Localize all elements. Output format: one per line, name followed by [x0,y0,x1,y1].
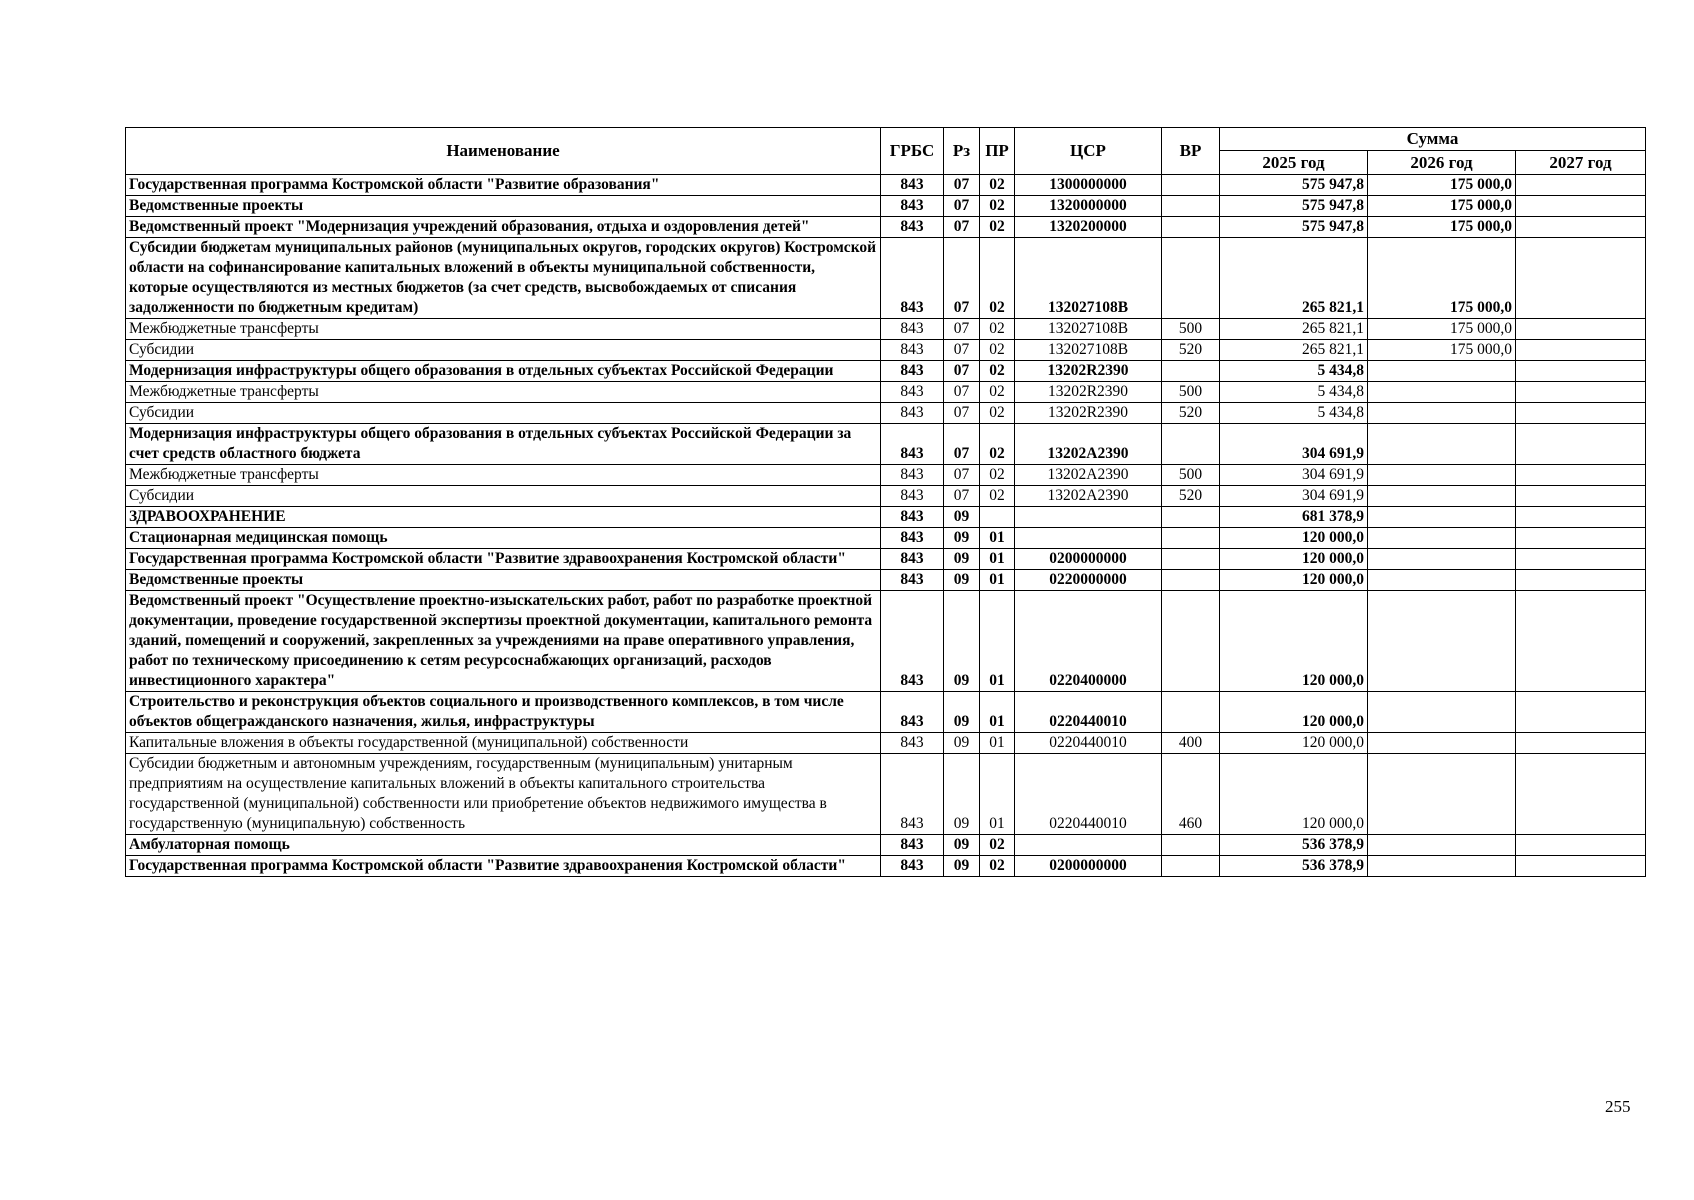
cell-name: Межбюджетные трансферты [126,382,881,403]
table-row [126,856,1646,877]
cell-rz: 09 [944,528,980,549]
cell-csr: 13202А2390 [1015,424,1162,465]
cell-2027 [1516,217,1646,238]
cell-2026 [1368,692,1516,733]
header-grbs: ГРБС [881,128,944,175]
cell-csr: 13202А2390 [1015,465,1162,486]
cell-pr: 02 [980,361,1015,382]
cell-pr: 02 [980,856,1015,877]
cell-pr: 01 [980,692,1015,733]
cell-2025: 120 000,0 [1220,754,1368,835]
cell-2026 [1368,382,1516,403]
cell-2026 [1368,486,1516,507]
cell-2027 [1516,835,1646,856]
cell-2025: 5 434,8 [1220,382,1368,403]
cell-2026 [1368,754,1516,835]
cell-csr: 132027108В [1015,238,1162,319]
cell-rz: 07 [944,361,980,382]
cell-2025: 5 434,8 [1220,361,1368,382]
cell-2025: 304 691,9 [1220,486,1368,507]
cell-name: Государственная программа Костромской области "Развитие образования" [126,175,881,196]
cell-2025: 536 378,9 [1220,856,1368,877]
cell-2025: 120 000,0 [1220,570,1368,591]
cell-2027 [1516,196,1646,217]
cell-grbs: 843 [881,507,944,528]
table-row [126,217,1646,238]
cell-2027 [1516,507,1646,528]
cell-pr: 01 [980,591,1015,692]
cell-grbs: 843 [881,238,944,319]
cell-2025: 575 947,8 [1220,175,1368,196]
cell-2025: 120 000,0 [1220,528,1368,549]
cell-pr: 02 [980,403,1015,424]
cell-csr: 0200000000 [1015,856,1162,877]
cell-2025: 120 000,0 [1220,692,1368,733]
cell-name: Субсидии бюджетным и автономным учреждениям, государственным (муниципальным) унитарным предприятиям на осуществление капитальных вложений в объекты капитального строительства государственной (муниципальной) собственности или приобретение объектов недвижимого имущества в государственную (муниципальную) собственность [126,754,881,835]
cell-rz: 07 [944,465,980,486]
cell-rz: 09 [944,733,980,754]
cell-2026 [1368,507,1516,528]
cell-grbs: 843 [881,217,944,238]
header-pr: ПР [980,128,1015,175]
cell-name: Субсидии бюджетам муниципальных районов (муниципальных округов, городских округов) Костромской области на софинансирование капитальных вложений в объекты муниципальной собственности, которые осуществляются из местных бюджетов (за счет средств, высвобождаемых от списания задолженности по бюджетным кредитам) [126,238,881,319]
cell-csr [1015,835,1162,856]
cell-rz: 07 [944,238,980,319]
cell-vr [1162,591,1220,692]
cell-2027 [1516,570,1646,591]
cell-rz: 07 [944,486,980,507]
table-row [126,591,1646,692]
cell-csr: 0220440010 [1015,733,1162,754]
cell-2025: 681 378,9 [1220,507,1368,528]
cell-rz: 07 [944,382,980,403]
header-csr: ЦСР [1015,128,1162,175]
cell-rz: 09 [944,549,980,570]
cell-grbs: 843 [881,570,944,591]
cell-vr [1162,856,1220,877]
cell-2027 [1516,238,1646,319]
cell-rz: 09 [944,754,980,835]
cell-vr [1162,238,1220,319]
cell-vr [1162,570,1220,591]
cell-2026: 175 000,0 [1368,196,1516,217]
cell-csr: 0220000000 [1015,570,1162,591]
cell-csr: 1320200000 [1015,217,1162,238]
cell-rz: 09 [944,591,980,692]
cell-pr: 01 [980,754,1015,835]
cell-2025: 536 378,9 [1220,835,1368,856]
cell-2026 [1368,403,1516,424]
table-row [126,196,1646,217]
header-row [126,128,1646,151]
cell-2026 [1368,570,1516,591]
cell-grbs: 843 [881,692,944,733]
cell-vr: 520 [1162,486,1220,507]
header-year-2027: 2027 год [1516,151,1646,175]
cell-vr [1162,361,1220,382]
table-row [126,835,1646,856]
cell-pr: 01 [980,549,1015,570]
cell-vr [1162,424,1220,465]
table-row [126,465,1646,486]
page-number: 255 [1605,1097,1631,1116]
cell-2027 [1516,692,1646,733]
cell-name: Субсидии [126,340,881,361]
table-row [126,382,1646,403]
cell-rz: 09 [944,507,980,528]
cell-2025: 265 821,1 [1220,238,1368,319]
cell-name: Модернизация инфраструктуры общего образования в отдельных субъектах Российской Федерации [126,361,881,382]
cell-grbs: 843 [881,528,944,549]
cell-csr: 0200000000 [1015,549,1162,570]
cell-grbs: 843 [881,403,944,424]
cell-2026 [1368,465,1516,486]
cell-pr: 02 [980,382,1015,403]
cell-2027 [1516,340,1646,361]
cell-csr: 132027108В [1015,319,1162,340]
cell-vr [1162,196,1220,217]
cell-name: Капитальные вложения в объекты государственной (муниципальной) собственности [126,733,881,754]
cell-2026 [1368,424,1516,465]
cell-vr [1162,507,1220,528]
cell-rz: 09 [944,570,980,591]
cell-2025: 265 821,1 [1220,340,1368,361]
header-vr: ВР [1162,128,1220,175]
cell-vr [1162,217,1220,238]
cell-2027 [1516,175,1646,196]
cell-pr: 02 [980,424,1015,465]
cell-csr: 13202А2390 [1015,486,1162,507]
cell-vr [1162,175,1220,196]
cell-2026: 175 000,0 [1368,340,1516,361]
cell-vr: 500 [1162,465,1220,486]
cell-pr: 02 [980,319,1015,340]
cell-vr: 460 [1162,754,1220,835]
cell-pr [980,507,1015,528]
cell-2025: 5 434,8 [1220,403,1368,424]
cell-grbs: 843 [881,175,944,196]
table-body [126,175,1646,877]
table-row [126,507,1646,528]
budget-table [125,127,1646,877]
cell-2027 [1516,319,1646,340]
cell-pr: 02 [980,835,1015,856]
table-row [126,319,1646,340]
cell-csr [1015,528,1162,549]
cell-csr: 13202R2390 [1015,403,1162,424]
cell-rz: 07 [944,424,980,465]
cell-rz: 07 [944,403,980,424]
cell-name: Ведомственный проект "Модернизация учреждений образования, отдыха и оздоровления детей" [126,217,881,238]
cell-vr [1162,835,1220,856]
table-row [126,549,1646,570]
cell-rz: 07 [944,319,980,340]
cell-grbs: 843 [881,361,944,382]
header-name: Наименование [126,128,881,175]
cell-name: Межбюджетные трансферты [126,319,881,340]
cell-2026: 175 000,0 [1368,238,1516,319]
cell-name: Амбулаторная помощь [126,835,881,856]
cell-name: Строительство и реконструкция объектов социального и производственного комплексов, в том числе объектов общегражданского назначения, жилья, инфраструктуры [126,692,881,733]
cell-2027 [1516,549,1646,570]
cell-2025: 304 691,9 [1220,424,1368,465]
cell-2027 [1516,754,1646,835]
cell-2027 [1516,361,1646,382]
cell-vr: 520 [1162,340,1220,361]
cell-2026 [1368,591,1516,692]
cell-name: Субсидии [126,403,881,424]
header-sum: Сумма [1220,128,1646,151]
cell-2026 [1368,733,1516,754]
cell-2026 [1368,835,1516,856]
cell-vr [1162,692,1220,733]
cell-2027 [1516,856,1646,877]
cell-vr: 400 [1162,733,1220,754]
cell-vr: 520 [1162,403,1220,424]
table-row [126,424,1646,465]
cell-csr: 0220440010 [1015,692,1162,733]
cell-2027 [1516,424,1646,465]
cell-grbs: 843 [881,382,944,403]
cell-2025: 304 691,9 [1220,465,1368,486]
cell-pr: 02 [980,465,1015,486]
cell-2026: 175 000,0 [1368,217,1516,238]
cell-2026 [1368,856,1516,877]
cell-grbs: 843 [881,835,944,856]
cell-csr [1015,507,1162,528]
cell-grbs: 843 [881,340,944,361]
cell-grbs: 843 [881,486,944,507]
cell-2025: 265 821,1 [1220,319,1368,340]
cell-2026: 175 000,0 [1368,175,1516,196]
cell-grbs: 843 [881,196,944,217]
cell-rz: 09 [944,835,980,856]
cell-vr [1162,528,1220,549]
cell-csr: 13202R2390 [1015,382,1162,403]
table-row [126,238,1646,319]
cell-grbs: 843 [881,549,944,570]
cell-2026: 175 000,0 [1368,319,1516,340]
cell-pr: 02 [980,175,1015,196]
table-row [126,754,1646,835]
table-row [126,528,1646,549]
cell-2027 [1516,733,1646,754]
cell-rz: 07 [944,175,980,196]
cell-grbs: 843 [881,754,944,835]
cell-pr: 02 [980,340,1015,361]
cell-grbs: 843 [881,733,944,754]
table-row [126,340,1646,361]
cell-pr: 01 [980,528,1015,549]
cell-grbs: 843 [881,856,944,877]
cell-rz: 09 [944,856,980,877]
cell-grbs: 843 [881,424,944,465]
cell-name: Межбюджетные трансферты [126,465,881,486]
cell-name: Государственная программа Костромской области "Развитие здравоохранения Костромской области" [126,549,881,570]
cell-2025: 120 000,0 [1220,549,1368,570]
cell-rz: 07 [944,196,980,217]
table-row [126,692,1646,733]
table-row [126,733,1646,754]
cell-name: Ведомственные проекты [126,196,881,217]
cell-pr: 02 [980,486,1015,507]
header-year-2026: 2026 год [1368,151,1516,175]
cell-name: Модернизация инфраструктуры общего образования в отдельных субъектах Российской Федерации за счет средств областного бюджета [126,424,881,465]
cell-vr [1162,549,1220,570]
cell-name: ЗДРАВООХРАНЕНИЕ [126,507,881,528]
cell-csr: 0220400000 [1015,591,1162,692]
cell-2026 [1368,528,1516,549]
cell-vr: 500 [1162,319,1220,340]
cell-grbs: 843 [881,465,944,486]
cell-pr: 02 [980,238,1015,319]
cell-name: Государственная программа Костромской области "Развитие здравоохранения Костромской области" [126,856,881,877]
cell-csr: 1320000000 [1015,196,1162,217]
cell-pr: 01 [980,733,1015,754]
cell-csr: 1300000000 [1015,175,1162,196]
cell-rz: 07 [944,340,980,361]
cell-2027 [1516,403,1646,424]
table-row [126,403,1646,424]
cell-2025: 575 947,8 [1220,196,1368,217]
cell-rz: 07 [944,217,980,238]
cell-rz: 09 [944,692,980,733]
cell-name: Стационарная медицинская помощь [126,528,881,549]
cell-vr: 500 [1162,382,1220,403]
cell-2027 [1516,528,1646,549]
table-row [126,486,1646,507]
cell-csr: 0220440010 [1015,754,1162,835]
table-row [126,361,1646,382]
cell-pr: 01 [980,570,1015,591]
cell-2027 [1516,591,1646,692]
cell-2025: 120 000,0 [1220,733,1368,754]
cell-2025: 575 947,8 [1220,217,1368,238]
cell-2027 [1516,382,1646,403]
cell-grbs: 843 [881,591,944,692]
cell-csr: 132027108В [1015,340,1162,361]
cell-pr: 02 [980,196,1015,217]
header-rz: Рз [944,128,980,175]
header-year-2025: 2025 год [1220,151,1368,175]
cell-name: Ведомственные проекты [126,570,881,591]
cell-2026 [1368,549,1516,570]
cell-2025: 120 000,0 [1220,591,1368,692]
cell-grbs: 843 [881,319,944,340]
cell-2027 [1516,465,1646,486]
table-row [126,570,1646,591]
cell-2026 [1368,361,1516,382]
table-row [126,175,1646,196]
cell-name: Субсидии [126,486,881,507]
cell-name: Ведомственный проект "Осуществление проектно-изыскательских работ, работ по разработке проектной документации, проведение государственной экспертизы проектной документации, капитального ремонта зданий, помещений и сооружений, закрепленных за учреждениями на праве оперативного управления, работ по техническому присоединению к сетям ресурсоснабжающих организаций, расходов инвестиционного характера" [126,591,881,692]
cell-csr: 13202R2390 [1015,361,1162,382]
cell-pr: 02 [980,217,1015,238]
cell-2027 [1516,486,1646,507]
